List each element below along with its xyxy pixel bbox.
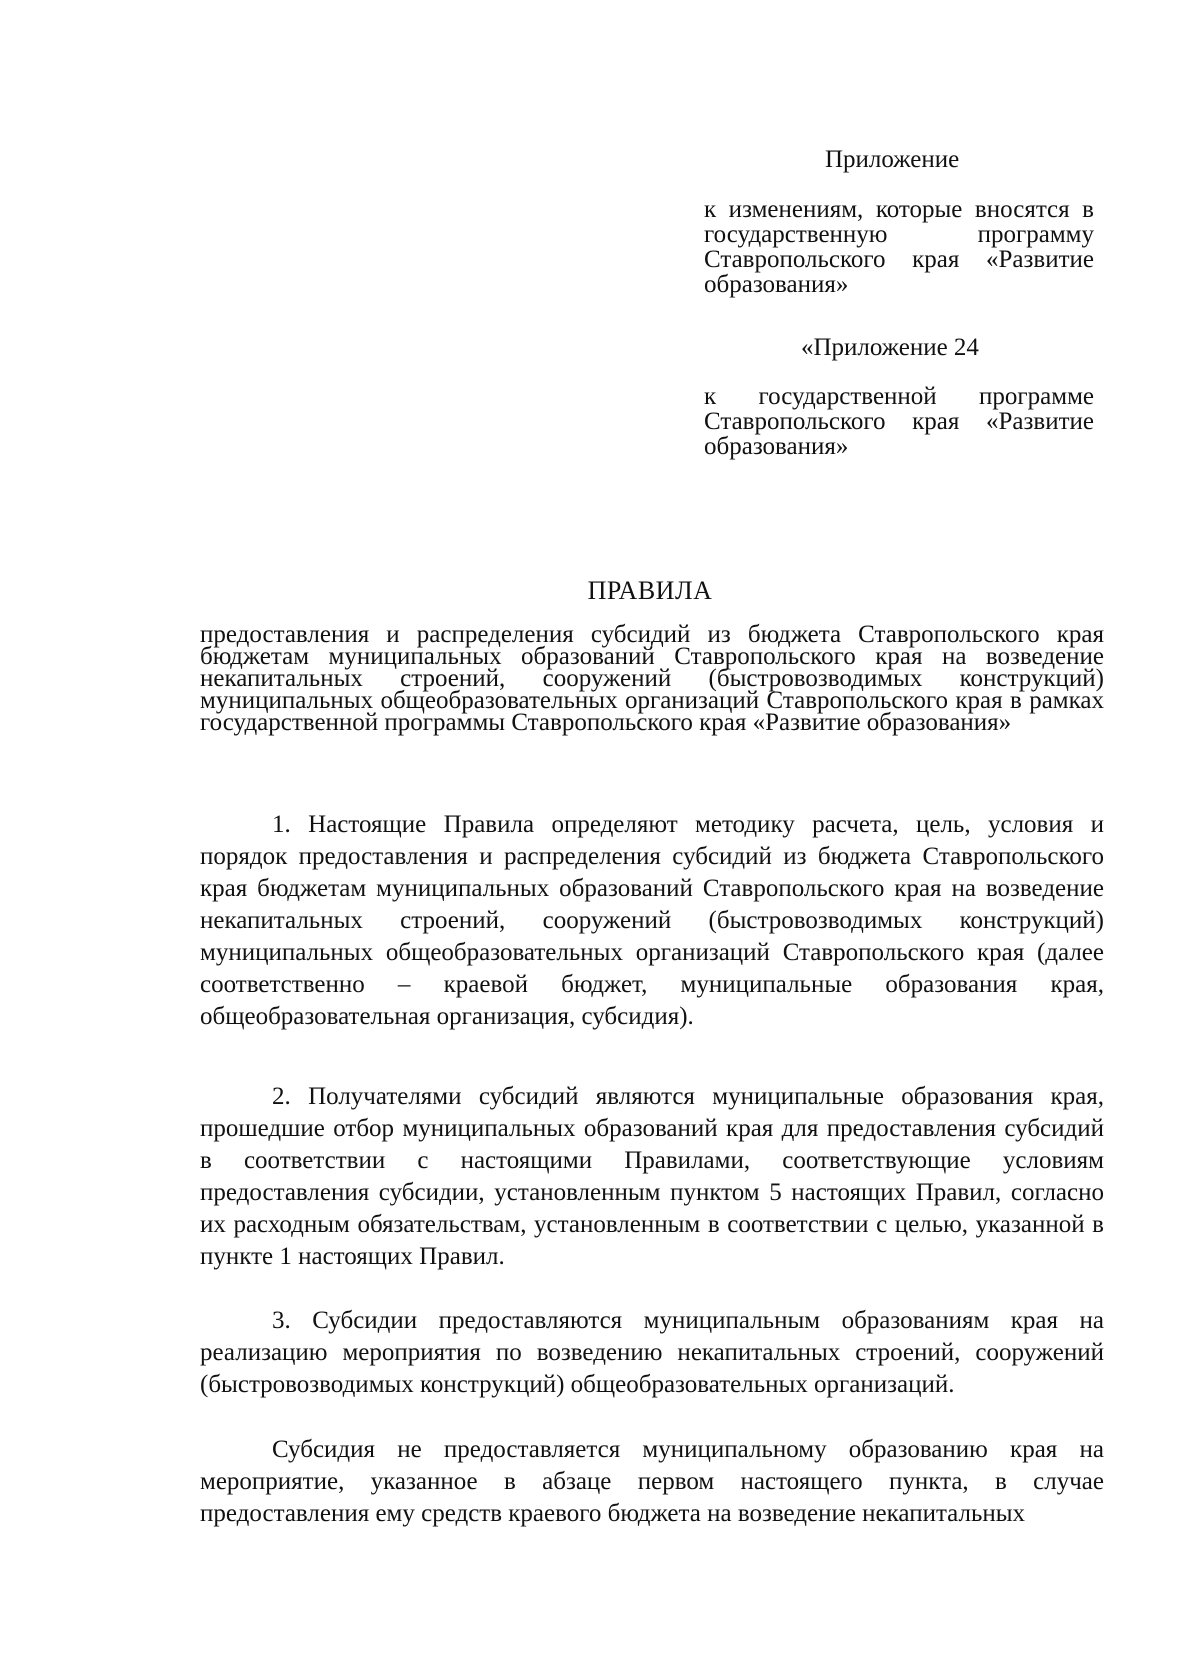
appendix-title: Приложение (825, 146, 960, 173)
rules-title: ПРАВИЛА (587, 576, 713, 605)
paragraph-3-continuation: Субсидия не предоставляется муниципальному образованию края на мероприятие, указанное в абзаце первом настоящего пункта, в случае предоставления ему средств краевого бюджета на возведение некапитальных (200, 1436, 1104, 1527)
appendix-text: к изменениям, которые вносятся в государственную программу Ставропольского края «Развитие образования» (704, 196, 1094, 298)
appendix-24-title: «Приложение 24 (801, 334, 979, 361)
paragraph-2: 2. Получателями субсидий являются муниципальные образования края, прошедшие отбор муниципальных образований края для предоставления субсидий в соответствии с настоящими Правилами, соответствующие условиям предоставления субсидии, установленным пунктом 5 настоящих Правил, согласно их расходным обязательствам, установленным в соответствии с целью, указанной в пункте 1 настоящих Правил. (200, 1083, 1104, 1270)
appendix-24-text: к государственной программе Ставропольского края «Развитие образования» (704, 383, 1094, 460)
paragraph-1: 1. Настоящие Правила определяют методику расчета, цель, условия и порядок предоставления и распределения субсидий из бюджета Ставропольского края бюджетам муниципальных образований Ставропольского края на возведение некапитальных строений, сооружений (быстровозводимых конструкций) муниципальных общеобразовательных организаций Ставропольского края (далее соответственно – краевой бюджет, муниципальные образования края, общеобразовательная организация, субсидия). (200, 811, 1104, 1030)
rules-subtitle: предоставления и распределения субсидий из бюджета Ставропольского края бюджетам муниципальных образований Ставропольского края на возведение некапитальных строений, сооружений (быстровозводимых конструкций) муниципальных общеобразовательных организаций Ставропольского края в рамках государственной программы Ставропольского края «Развитие образования» (200, 621, 1104, 736)
paragraph-3: 3. Субсидии предоставляются муниципальным образованиям края на реализацию мероприятия по возведению некапитальных строений, сооружений (быстровозводимых конструкций) общеобразовательных организаций. (200, 1307, 1104, 1398)
